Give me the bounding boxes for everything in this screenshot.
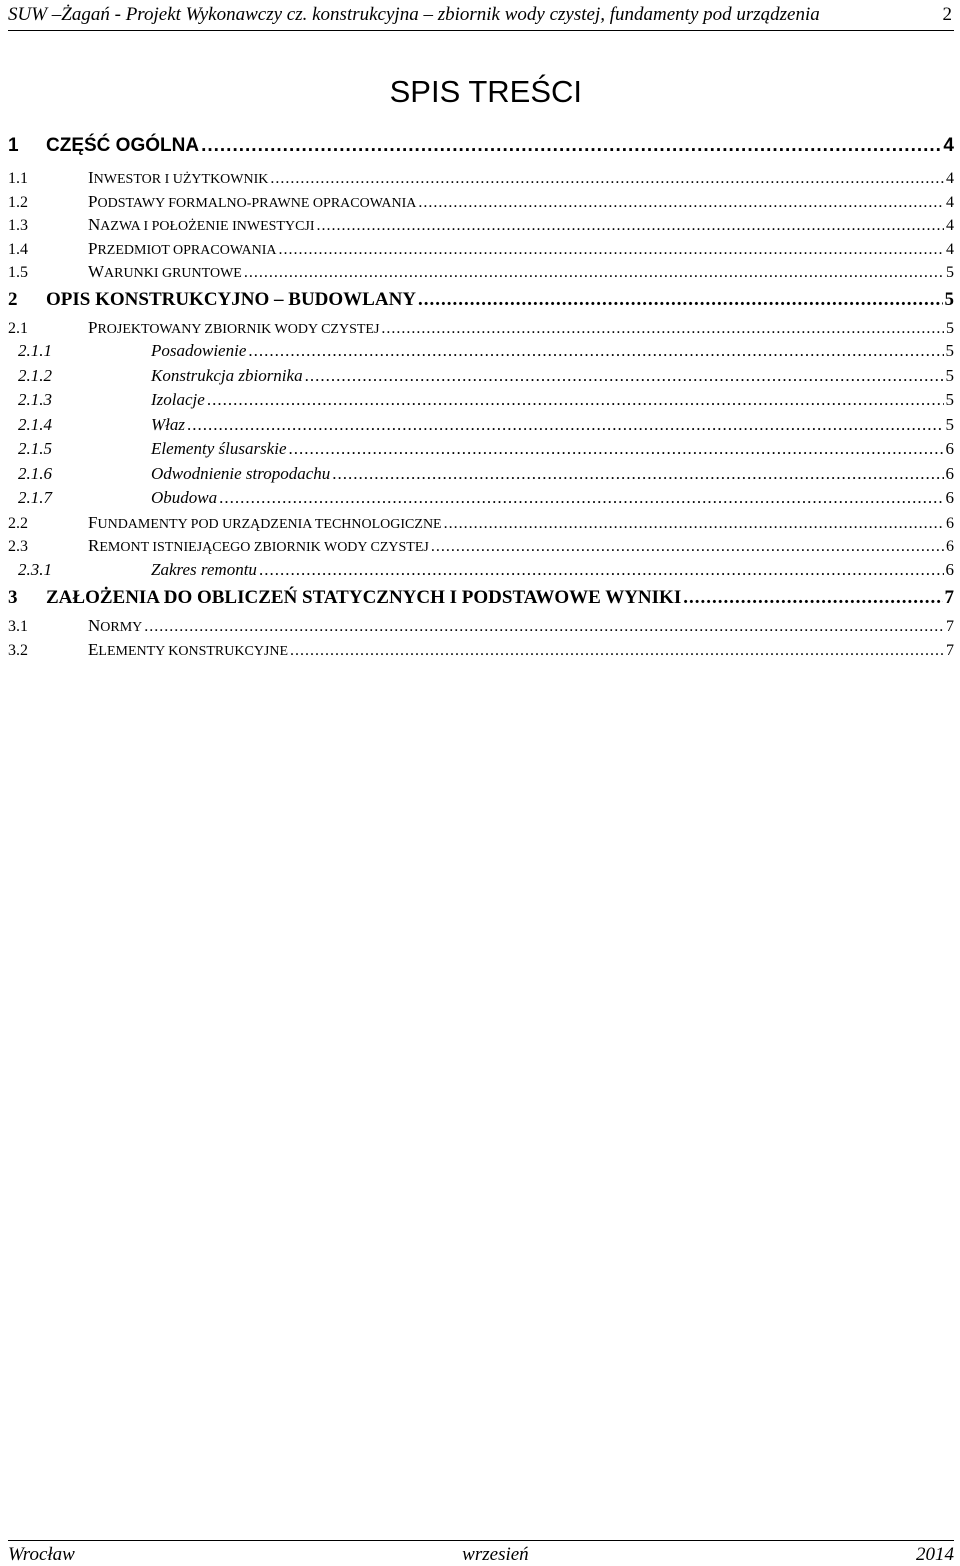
toc-entry-label: Obudowa (151, 488, 218, 507)
toc-leader-dots (201, 130, 941, 162)
toc-entry-page: 7 (944, 587, 954, 608)
toc-leader-dots (332, 462, 943, 487)
toc-entry[interactable] (8, 511, 954, 535)
toc-entry-number: 2.3 (8, 538, 28, 555)
page-footer (8, 1540, 954, 1566)
toc-entry-number: 2.1.7 (18, 488, 52, 507)
toc-entry[interactable] (8, 364, 954, 389)
toc-entry-number: 1.3 (8, 217, 28, 234)
toc-leader-dots (187, 413, 944, 438)
toc-entry-label: Elementy ślusarskie (151, 439, 287, 458)
toc-entry-number: 1.5 (8, 264, 28, 281)
toc-entry-page: 5 (945, 365, 954, 385)
toc-entry-number: 2.1.3 (18, 390, 52, 409)
toc-entry-label: ELEMENTY KONSTRUKCYJNE (88, 639, 289, 659)
toc-entry-page: 5 (945, 341, 954, 360)
toc-entry-page: 5 (945, 390, 954, 409)
toc-entry-page: 4 (946, 193, 954, 211)
toc-entry-page: 4 (946, 240, 954, 258)
footer-place: Wrocław (8, 1544, 75, 1565)
toc-entry-label: Właz (151, 414, 185, 434)
toc-leader-dots (444, 512, 944, 536)
toc-leader-dots (207, 388, 944, 413)
footer-year: 2014 (915, 1544, 954, 1565)
toc-entry-label: INWESTOR I UŻYTKOWNIK (88, 168, 269, 187)
toc-entry-page: 6 (945, 488, 954, 507)
header-page-number: 2 (942, 4, 952, 25)
toc-entry-label: PROJEKTOWANY ZBIORNIK WODY CZYSTEJ (88, 317, 380, 337)
footer-month: wrzesień (462, 1544, 529, 1565)
toc-entry-page: 5 (946, 264, 954, 281)
toc-leader-dots (259, 558, 944, 583)
toc-entry-number: 3 (8, 587, 18, 608)
toc-entry[interactable] (8, 582, 954, 614)
toc-entry-number: 1.4 (8, 240, 28, 258)
toc-entry-label: NAZWA I POŁOŻENIE INWESTYCJI (88, 215, 315, 234)
toc-entry-page: 7 (946, 641, 954, 659)
toc-entry[interactable] (8, 534, 954, 558)
toc-entry-label: NORMY (88, 616, 143, 635)
toc-entry-label: FUNDAMENTY POD URZĄDZENIA TECHNOLOGICZNE (88, 512, 442, 532)
toc-heading-text: SPIS TREŚCI (389, 74, 582, 109)
toc-entry-number: 2.1.1 (18, 341, 52, 360)
toc-entry-number: 3.1 (8, 618, 28, 635)
toc-entry-page: 4 (946, 170, 954, 187)
toc-entry-page: 5 (946, 319, 954, 337)
toc-leader-dots (381, 317, 944, 341)
toc-entry-page: 6 (945, 559, 954, 579)
toc-leader-dots (683, 582, 942, 614)
toc-entry-label: OPIS KONSTRUKCYJNO – BUDOWLANY (46, 288, 417, 310)
toc-leader-dots (270, 167, 944, 191)
toc-entry-page: 4 (943, 135, 954, 156)
toc-entry-label: Konstrukcja zbiornika (151, 365, 303, 385)
toc-entry-page: 6 (946, 514, 954, 532)
toc-entry-number: 1 (8, 135, 19, 156)
toc-entry-number: 2.2 (8, 514, 28, 532)
toc-entry-label: CZĘŚĆ OGÓLNA (46, 135, 200, 156)
toc-entry-label: PRZEDMIOT OPRACOWANIA (88, 238, 277, 258)
toc-entry[interactable] (8, 558, 954, 583)
toc-entry[interactable] (8, 437, 954, 462)
toc-leader-dots (279, 238, 945, 262)
toc-entry-number: 2.1.4 (18, 414, 52, 434)
toc-entry-label: WARUNKI GRUNTOWE (88, 262, 242, 281)
page-header (8, 4, 954, 31)
toc-entry[interactable] (8, 284, 954, 316)
toc-entry-page: 6 (945, 439, 954, 458)
toc-entry-number: 1.1 (8, 170, 28, 187)
header-title: SUW –Żagań - Projekt Wykonawczy cz. konstrukcyjna – zbiornik wody czystej, fundamenty pod urządzenia (8, 4, 820, 25)
toc-entry-label: Zakres remontu (151, 559, 257, 579)
toc-leader-dots (317, 214, 944, 238)
toc-entry-page: 7 (946, 618, 954, 635)
toc-entry-number: 2.1 (8, 319, 28, 337)
toc-entry-label: ZAŁOŻENIA DO OBLICZEŃ STATYCZNYCH I PODSTAWOWE WYNIKI (46, 587, 682, 608)
toc-entry-number: 2 (8, 288, 18, 310)
toc-entry[interactable] (8, 462, 954, 487)
toc-entry[interactable] (8, 166, 954, 190)
toc-entry-label: PODSTAWY FORMALNO-PRAWNE OPRACOWANIA (88, 191, 417, 211)
toc-leader-dots (219, 486, 943, 511)
toc-entry-number: 3.2 (8, 641, 28, 659)
table-of-contents (8, 130, 954, 661)
toc-leader-dots (418, 284, 942, 316)
toc-leader-dots (248, 339, 943, 364)
toc-entry-number: 2.1.5 (18, 439, 52, 458)
toc-entry-page: 5 (944, 288, 954, 310)
toc-entry[interactable] (8, 486, 954, 511)
toc-entry-page: 6 (945, 463, 954, 483)
toc-entry-page: 6 (946, 538, 954, 555)
toc-leader-dots (290, 639, 944, 663)
toc-entry[interactable] (8, 213, 954, 237)
toc-entry-label: Posadowienie (151, 341, 247, 360)
toc-entry-number: 2.1.6 (18, 463, 52, 483)
toc-entry-label: Odwodnienie stropodachu (151, 463, 331, 483)
toc-entry-number: 2.1.2 (18, 365, 52, 385)
toc-heading (0, 72, 960, 112)
toc-entry[interactable] (8, 413, 954, 438)
toc-entry[interactable] (8, 237, 954, 261)
toc-entry[interactable] (8, 260, 954, 284)
toc-entry-page: 5 (945, 414, 954, 434)
toc-entry[interactable] (8, 638, 954, 662)
toc-entry[interactable] (8, 339, 954, 364)
toc-entry-page: 4 (946, 217, 954, 234)
toc-entry-number: 1.2 (8, 193, 28, 211)
toc-leader-dots (144, 615, 944, 639)
toc-entry-number: 2.3.1 (18, 559, 52, 579)
toc-leader-dots (418, 191, 944, 215)
toc-entry-label: Izolacje (151, 390, 205, 409)
toc-leader-dots (431, 535, 944, 559)
toc-entry[interactable] (8, 130, 954, 166)
toc-entry[interactable] (8, 190, 954, 214)
toc-leader-dots (289, 437, 944, 462)
toc-entry-label: REMONT ISTNIEJĄCEGO ZBIORNIK WODY CZYSTEJ (88, 536, 429, 555)
toc-entry[interactable] (8, 316, 954, 340)
toc-entry[interactable] (8, 388, 954, 413)
toc-entry[interactable] (8, 614, 954, 638)
toc-leader-dots (244, 261, 944, 285)
toc-leader-dots (305, 364, 944, 389)
